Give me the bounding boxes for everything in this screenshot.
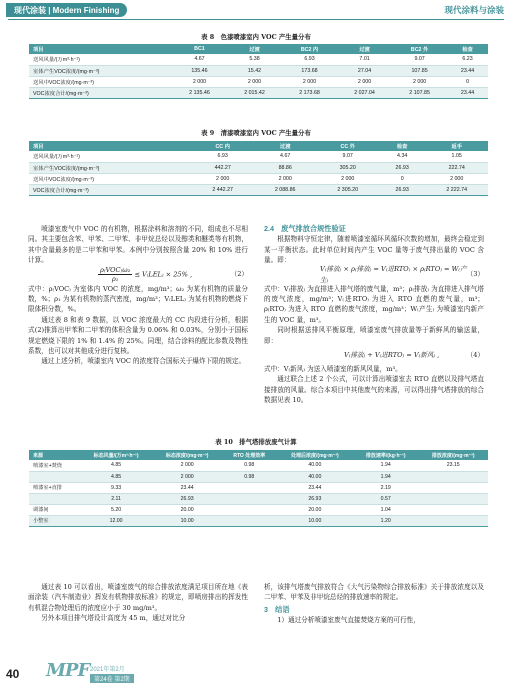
table-cell <box>222 482 277 493</box>
table-cell: 送风中VOC浓度/(mg·m⁻³) <box>29 76 172 87</box>
table-cell: 0 <box>379 173 425 184</box>
table-cell: 1.94 <box>353 460 418 471</box>
equation-number: （4） <box>466 350 484 359</box>
table-cell: 2 135.46 <box>172 87 227 98</box>
table-cell: 2 000 <box>152 460 222 471</box>
table-cell: 23.44 <box>447 87 488 98</box>
table-cell: 9.07 <box>392 54 447 65</box>
table-cell <box>418 482 488 493</box>
table-cell: 室体产生VOC浓度/(mg·m⁻³) <box>29 65 172 76</box>
table-cell: 4.67 <box>254 151 317 162</box>
table-cell: 442.27 <box>191 162 254 173</box>
table-cell: 2 015.42 <box>227 87 282 98</box>
table-cell: 4.34 <box>379 151 425 162</box>
table8 <box>29 44 488 99</box>
table-cell: 2 000 <box>191 173 254 184</box>
table-cell: 0.98 <box>222 460 277 471</box>
table-cell: 173.68 <box>282 65 337 76</box>
table-cell: 2 305.20 <box>316 184 379 195</box>
journal-logo: MPF <box>46 660 90 681</box>
table-cell <box>418 471 488 482</box>
table-cell: 6.93 <box>282 54 337 65</box>
table-cell: 0.98 <box>222 471 277 482</box>
table-row <box>29 493 488 504</box>
table-cell: 2 000 <box>425 173 488 184</box>
table-cell: 小整室 <box>29 515 80 526</box>
table-cell <box>418 515 488 526</box>
column-header: 过渡 <box>227 44 282 54</box>
column-header: 标态风量/(万m³·h⁻¹) <box>80 450 153 460</box>
table-cell <box>418 504 488 515</box>
table-cell: 1.94 <box>353 471 418 482</box>
section-heading: 2.4 废气排放合规性验证 <box>264 224 346 233</box>
table-cell: 20.00 <box>152 504 222 515</box>
paragraph: 通过联合上述 2 个公式，可以计算出喷漆室去 RTO 直燃以及排气塔直接排放的风量。综合本项目中其他废气的来源，可以得出排气塔排放的综合数据见表 10。 <box>264 375 484 405</box>
column-header: 排放浓度/(mg·m⁻³) <box>418 450 488 460</box>
column-header: 项目 <box>29 141 191 151</box>
table-row <box>29 482 488 493</box>
table-cell: 10.00 <box>152 515 222 526</box>
table-cell: 1.20 <box>353 515 418 526</box>
column-header: 过渡 <box>337 44 392 54</box>
right-column <box>264 224 484 406</box>
section-heading: 3 结语 <box>264 604 290 614</box>
paragraph: 析，该排气塔废气排放符合《大气污染物综合排放标准》关于排放浓度以及二甲苯、甲苯及非甲烷总烃的排放速率的规定。 <box>264 583 484 602</box>
table-row <box>29 87 488 98</box>
volume-badge: 第24卷 第2期 <box>90 674 134 683</box>
column-header: 返手 <box>425 141 488 151</box>
table9-caption: 表 9 清漆喷漆室内 VOC 产生量分布 <box>201 129 311 137</box>
table-cell: 送风风量/(万m³·h⁻¹) <box>29 151 191 162</box>
table-cell: 222.74 <box>425 162 488 173</box>
table-cell <box>222 515 277 526</box>
table-cell: 5.20 <box>80 504 153 515</box>
column-header: BC2 外 <box>392 44 447 54</box>
table-row <box>29 460 488 471</box>
table-row <box>29 65 488 76</box>
equation-fraction: $\frac{\text{ρ₍VOC₎ω₂}}{\text{ρ₁}}$ <box>100 266 131 284</box>
table-cell <box>222 504 277 515</box>
paragraph: 同时根据送排风平衡原理，喷漆室废气排放量等于新鲜风的输送量，即： <box>264 326 484 345</box>
left-column <box>28 224 248 367</box>
table10-caption: 表 10 排气塔排放废气计算 <box>215 438 297 446</box>
table-cell: 107.85 <box>392 65 447 76</box>
table-cell: 2 222.74 <box>425 184 488 195</box>
table-cell: 2 088.86 <box>254 184 317 195</box>
column-header: 项目 <box>29 44 172 54</box>
journal-tag: 现代涂装 | Modern Finishing <box>6 3 127 17</box>
table-cell: 6.23 <box>447 54 488 65</box>
table-cell: 1.04 <box>353 504 418 515</box>
table-cell: 4.85 <box>80 460 153 471</box>
table-cell: 0.57 <box>353 493 418 504</box>
table-cell: 12.00 <box>80 515 153 526</box>
table-cell: 9.33 <box>80 482 153 493</box>
table-cell: 23.44 <box>447 65 488 76</box>
table-cell: 送风风量/(万m³·h⁻¹) <box>29 54 172 65</box>
table-cell: VOC浓度合计/(mg·m⁻³) <box>29 184 191 195</box>
table-cell: 26.93 <box>277 493 353 504</box>
table-cell: 40.00 <box>277 471 353 482</box>
table-cell: 23.44 <box>152 482 222 493</box>
table-cell: 2 000 <box>316 173 379 184</box>
paragraph: 根据物料守恒定律，随着喷漆室循环风循环次数的增加，最终会稳定到某一平衡状态。此时单位时间内产生 VOC 量等于废气排出量的 VOC 含量。即： <box>264 235 484 265</box>
table-cell: 135.46 <box>172 65 227 76</box>
table-row <box>29 162 488 173</box>
table-cell: 喷漆室+直排 <box>29 482 80 493</box>
table-cell: 2 000 <box>337 76 392 87</box>
table-cell: 6.93 <box>191 151 254 162</box>
equation-number: （2） <box>230 270 248 279</box>
table-cell: 23.44 <box>277 482 353 493</box>
paragraph: 另外本项目排气塔设计高度为 45 m，通过对比分 <box>41 614 186 623</box>
table8-caption: 表 8 色漆喷漆室内 VOC 产生量分布 <box>201 33 311 41</box>
column-header: 处理后浓度/(mg·m⁻³) <box>277 450 353 460</box>
table-row <box>29 76 488 87</box>
table-row <box>29 504 488 515</box>
table-cell: 送风中VOC浓度/(mg·m⁻³) <box>29 173 191 184</box>
equation-number: （3） <box>466 270 484 279</box>
table-cell: 27.04 <box>337 65 392 76</box>
table-cell: 7.01 <box>337 54 392 65</box>
table-cell <box>29 471 80 482</box>
table-cell: 4.85 <box>80 471 153 482</box>
table-cell: 26.93 <box>152 493 222 504</box>
table-cell: 2 000 <box>152 471 222 482</box>
table-cell: 20.00 <box>277 504 353 515</box>
equation-2: $\frac{\text{ρ₍VOC₎ω₂}}{\text{ρ₁}}$ ≤ V₍LEL₎ × 25% , （2） <box>100 266 248 284</box>
column-header: 排放速率/(kg·h⁻¹) <box>353 450 418 460</box>
table-cell: 2 000 <box>227 76 282 87</box>
table-row <box>29 54 488 65</box>
column-header: 标态浓度/(mg·m⁻³) <box>152 450 222 460</box>
table-cell: 2 027.04 <box>337 87 392 98</box>
table-cell <box>222 493 277 504</box>
table-cell: 2 000 <box>282 76 337 87</box>
table-cell: 喷漆室+焚烧 <box>29 460 80 471</box>
column-header: CC 内 <box>191 141 254 151</box>
table-row <box>29 173 488 184</box>
column-header: 过渡 <box>254 141 317 151</box>
table-cell: 9.07 <box>316 151 379 162</box>
column-header: CC 外 <box>316 141 379 151</box>
table10 <box>29 450 488 527</box>
table9 <box>29 141 488 196</box>
table-row <box>29 515 488 526</box>
section-title: 现代涂料与涂装 <box>444 5 504 15</box>
paragraph: 通过表 8 和表 9 数据，以 VOC 浓度最大的 CC 内段进行分析，根据式(2)推算出甲苯和二甲苯的体积含量为 0.06% 和 0.03%，分别小于国标规定燃烧下限的 1% 和 1.4% 的 25%。同理，结合涂料的配比参数及物性系数，也可以对其他成分进行复核。 <box>28 315 248 356</box>
table-cell: 40.00 <box>277 460 353 471</box>
table-cell: 4.67 <box>172 54 227 65</box>
column-header: BC1 <box>172 44 227 54</box>
table-cell: 2 107.85 <box>392 87 447 98</box>
paragraph: 式中：V₍新风₎ 为送入喷漆室的新风风量，m³。 <box>264 365 402 374</box>
table-cell <box>29 493 80 504</box>
paragraph: 式中：ρ₍VOC₎ 为室体内 VOC 的浓度，mg/m³；ω₂ 为某有机物的质量分数，%；ρ₁ 为某有机物的蒸汽密度，mg/m³；V₍LEL₎ 为某有机物的燃烧下限体积分数，%。 <box>28 284 248 314</box>
table-cell: 2 000 <box>392 76 447 87</box>
column-header: 检查 <box>379 141 425 151</box>
table-cell: 2.19 <box>353 482 418 493</box>
table-cell: 调漆间 <box>29 504 80 515</box>
bottom-left-column <box>28 582 248 624</box>
issue-date: 2021年第2月 <box>90 667 125 673</box>
column-header: RTO 处理效率 <box>222 450 277 460</box>
table-cell: 26.93 <box>379 162 425 173</box>
table-row <box>29 184 488 195</box>
table-cell: VOC浓度合计/(mg·m⁻³) <box>29 87 172 98</box>
paragraph: 通过上述分析，喷漆室内 VOC 的浓度符合国标关于爆炸下限的规定。 <box>41 357 246 366</box>
paragraph: 1）通过分析喷漆室废气直接焚烧方案的可行性， <box>277 616 420 625</box>
equation-4: V₍排放₎ + V₍进RTO₎ = V₍新风₎ , （4） <box>344 350 484 359</box>
table-cell: 26.93 <box>379 184 425 195</box>
table-cell: 1.05 <box>425 151 488 162</box>
paragraph: 式中：V₍排放₎ 为直排进入排气塔的废气量，m³；ρ₍排放₎ 为直排进入排气塔的废气浓度，mg/m³；V₍进RTO₎ 为进入 RTO 直燃的废气量，m³；ρ₍RTO₎ 为进入 RTO 直燃的废气浓度，mg/m³；W₍产生₎ 为喷漆室内新产生的 VOC 量，m³。 <box>264 284 484 324</box>
table-cell: 0 <box>447 76 488 87</box>
table-cell: 10.00 <box>277 515 353 526</box>
table-cell: 2 442.27 <box>191 184 254 195</box>
paragraph: 通过表 10 可以看出，喷漆室废气的综合排放浓度满足项目所在地《表面涂装（汽车制造业）挥发有机物排放标准》的规定，即喷房排出的挥发性有机混合物处理后的浓度应小于 30 mg/m³。 <box>28 583 248 612</box>
table-row <box>29 151 488 162</box>
table-cell: 2 000 <box>254 173 317 184</box>
header-rule <box>8 19 504 20</box>
table-cell: 2 173.68 <box>282 87 337 98</box>
page-header <box>0 0 512 20</box>
table-cell: 2.11 <box>80 493 153 504</box>
table-cell: 5.38 <box>227 54 282 65</box>
paragraph: 喷漆室废气中 VOC 的有机物，根据涂料和溶剂的不同，组成也不尽相同。其主要包含苯、甲苯、二甲苯、非甲烷总烃以及醇类和醚类等有机物，其中含量最多的是二甲苯和甲苯。本例中分别按照含量 20% 和 10% 进行计算。 <box>28 225 248 265</box>
table-cell: 室体产生VOC浓度/(mg·m⁻³) <box>29 162 191 173</box>
equation-3: V₍排放₎ × ρ₍排放₎ = V₍进RTO₎ × ρ₍RTO₎ = W₍产生₎ （3） <box>320 265 484 284</box>
column-header: BC2 内 <box>282 44 337 54</box>
column-header: 检查 <box>447 44 488 54</box>
table-cell: 305.20 <box>316 162 379 173</box>
page-number: 40 <box>6 667 20 681</box>
table-cell: 88.86 <box>254 162 317 173</box>
table-cell: 23.15 <box>418 460 488 471</box>
table-row <box>29 471 488 482</box>
table-cell: 2 000 <box>172 76 227 87</box>
table-cell <box>418 493 488 504</box>
column-header: 来源 <box>29 450 80 460</box>
bottom-right-column <box>264 582 484 626</box>
table-cell: 15.42 <box>227 65 282 76</box>
